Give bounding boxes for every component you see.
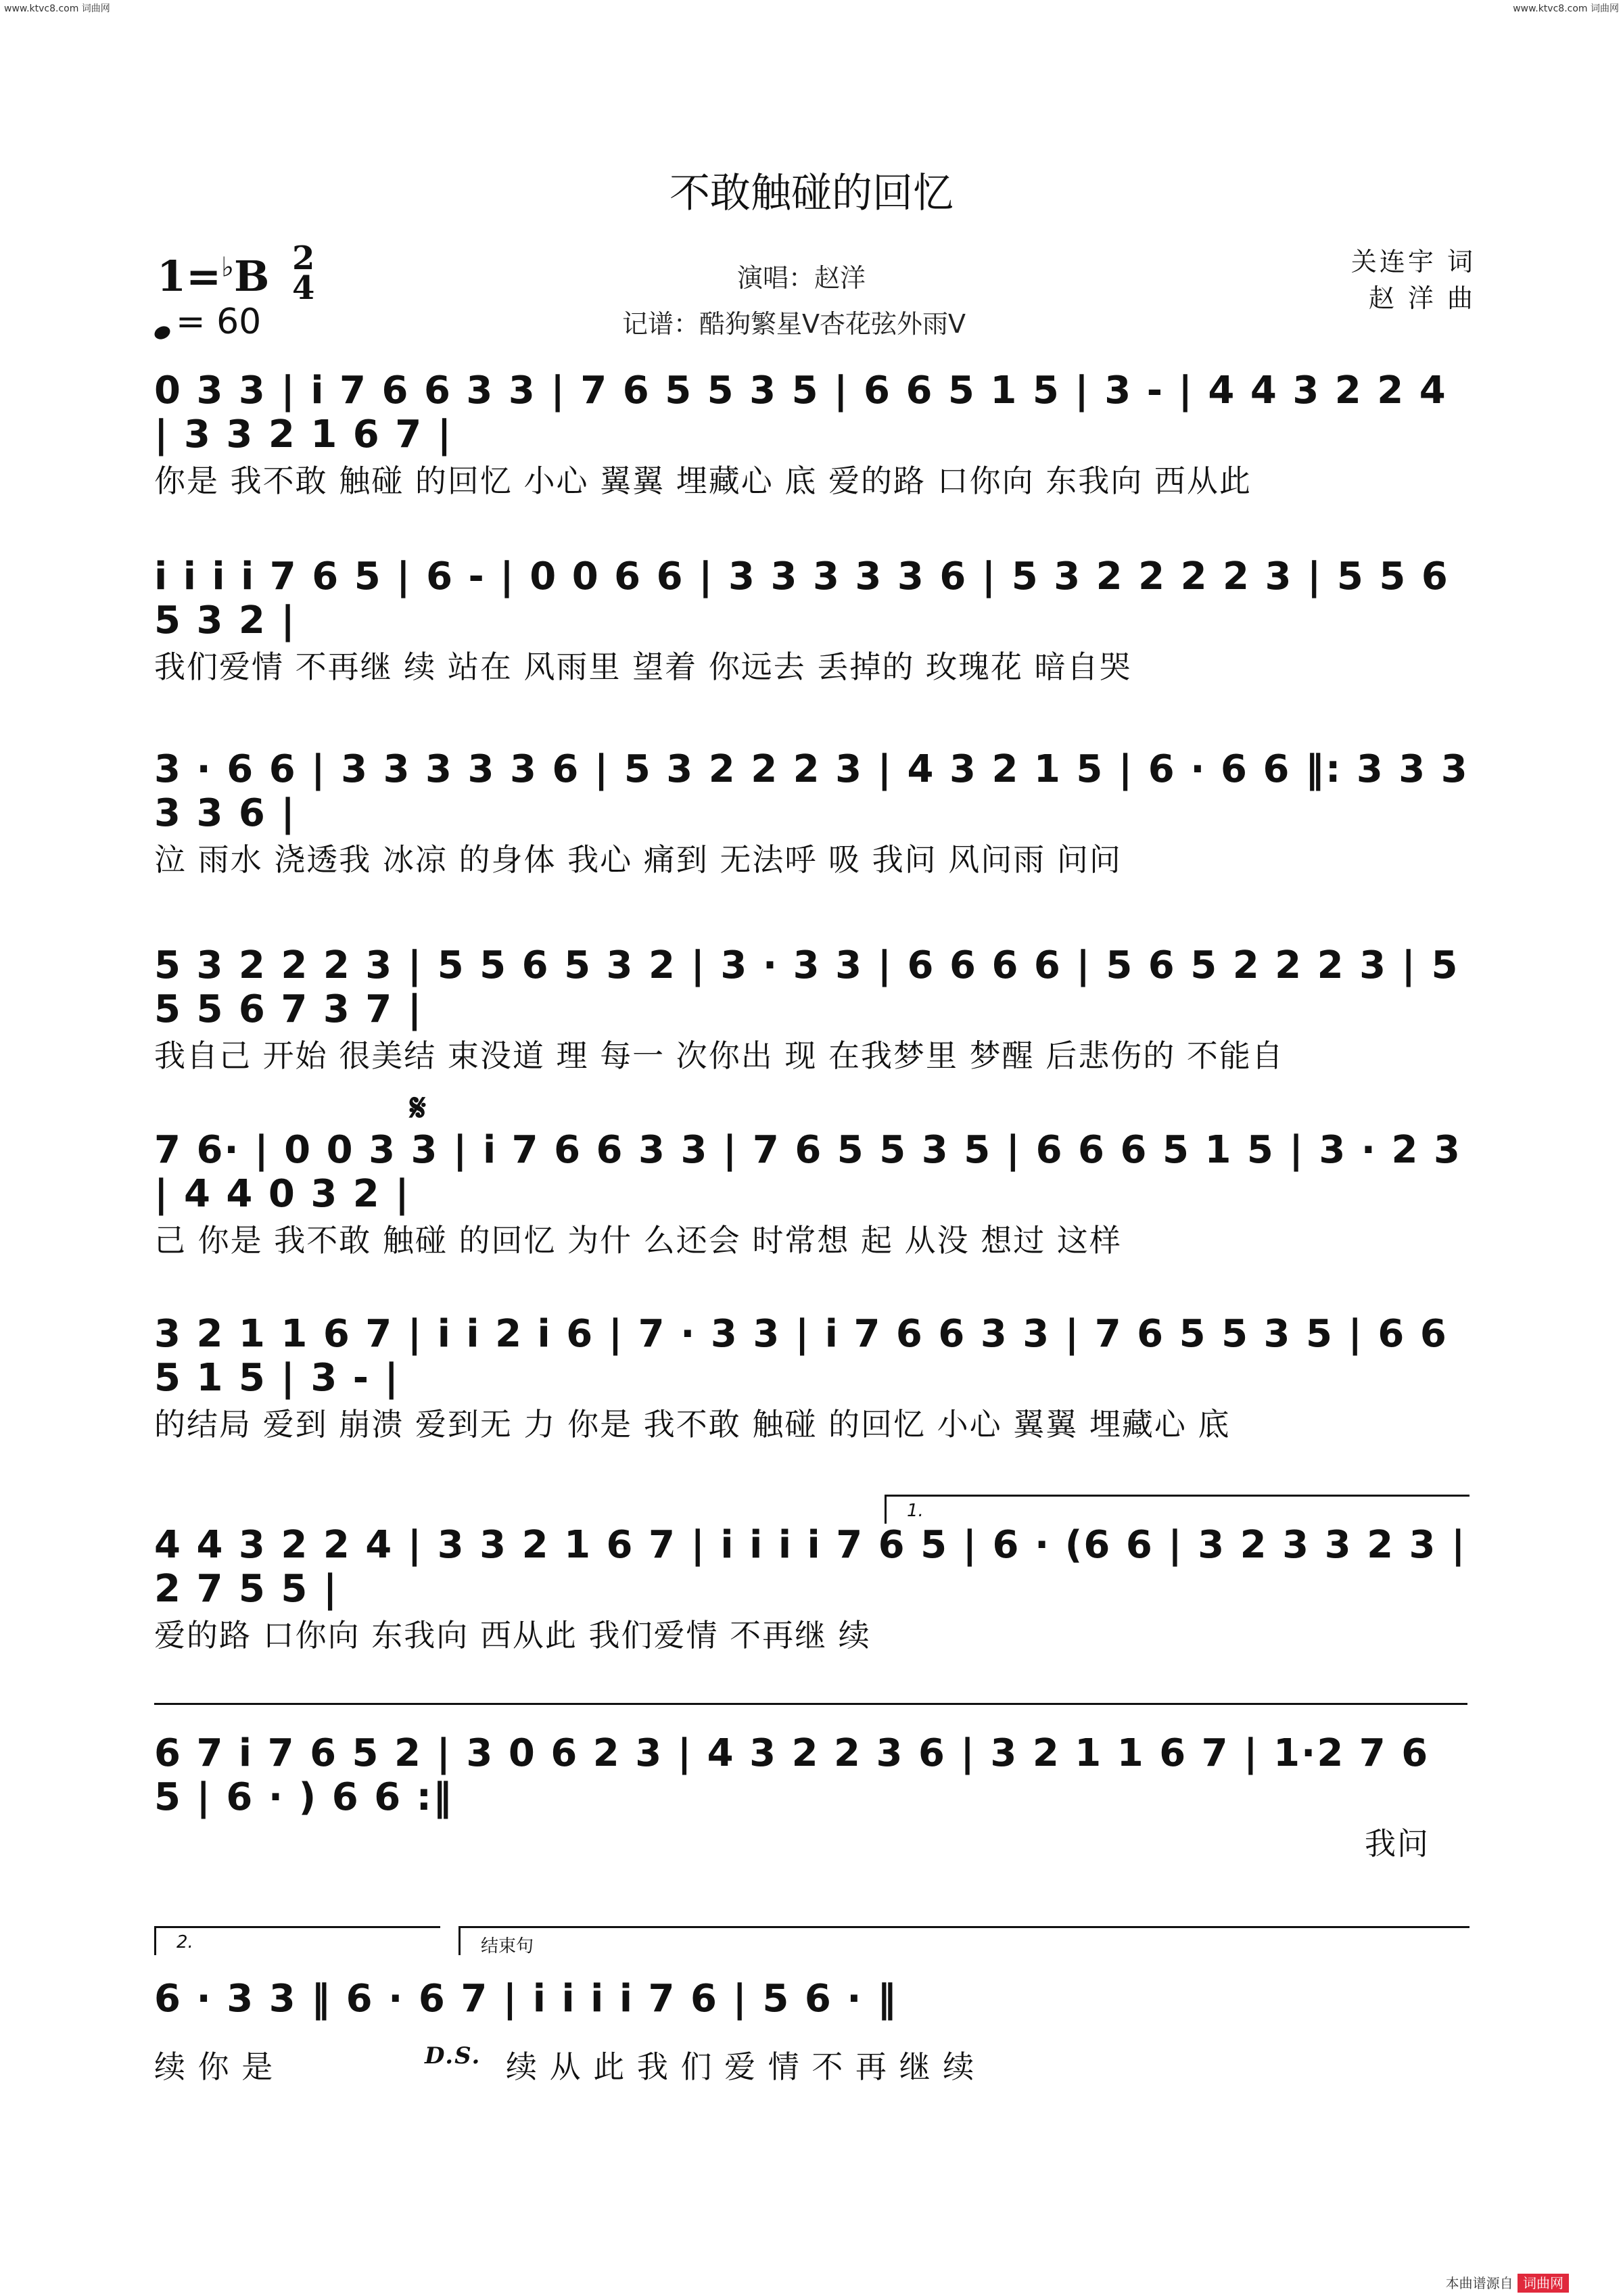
notation-line: i i i i 7 6 5 | 6 - | 0 0 6 6 | 3 3 3 3 3 6 | 5 3 2 2 2 2 3 | 5 5 6 5 3 2 | [154,555,1449,642]
notation-line: 6 · 3 3 ‖ 6 · 6 7 | i i i i 7 6 | 5 6 · ‖ [154,1976,898,2021]
segno-icon: 𝄋 [410,1086,427,1130]
first-ending-bracket-continued [154,1703,1467,1732]
ending-label: 1. [907,1501,924,1521]
second-ending-bracket [154,1926,440,1955]
flat-accidental: ♭ [221,252,234,283]
site-logo: 词曲网 [1518,2274,1569,2293]
key-note: B [233,252,270,301]
key-signature [157,252,269,301]
notation-line: 7 6· | 0 0 3 3 | i 7 6 6 3 3 | 7 6 5 5 3 5 | 6 6 6 5 1 5 | 3 · 2 3 | 4 4 0 3 2 | [154,1128,1461,1216]
lyrics-line: 己 你是 我不敢 触碰 的回忆 为什 么还会 时常想 起 从没 想过 这样 [154,1222,1122,1259]
time-top: 2 [292,239,315,277]
coda-label: 结束句 [481,1936,534,1957]
watermark-left: www.ktvc8.com 词曲网 [4,3,110,14]
time-signature [292,239,315,307]
lyrics-line-ending: 续 从 此 我 们 爱 情 不 再 继 续 [506,2048,976,2085]
watermark-right: www.ktvc8.com 词曲网 [1513,3,1619,14]
lyrics-line: 你是 我不敢 触碰 的回忆 小心 翼翼 埋藏心 底 爱的路 口你向 东我向 西从此 [154,463,1252,499]
dal-segno-marking: D.S. [425,2042,481,2069]
lyrics-line: 的结局 爱到 崩溃 爱到无 力 你是 我不敢 触碰 的回忆 小心 翼翼 埋藏心 底 [154,1406,1231,1443]
notation-line: 3 2 1 1 6 7 | i i 2 i 6 | 7 · 3 3 | i 7 6 6 3 3 | 7 6 5 5 3 5 | 6 6 5 1 5 | 3 - | [154,1312,1448,1400]
notation-line: 0 3 3 | i 7 6 6 3 3 | 7 6 5 5 3 5 | 6 6 5 1 5 | 3 - | 4 4 3 2 2 4 | 3 3 2 1 6 7 | [154,369,1447,456]
lyrics-line: 爱的路 口你向 东我向 西从此 我们爱情 不再继 续 [154,1617,871,1654]
notation-line: 6 7 i 7 6 5 2 | 3 0 6 2 3 | 4 3 2 2 3 6 | 3 2 1 1 6 7 | 1·2 7 6 5 | 6 · ) 6 6 :‖ [154,1731,1430,1819]
tempo-marking [154,302,261,342]
lyrics-line: 我自己 开始 很美结 束没道 理 每一 次你出 现 在我梦里 梦醒 后悲伤的 不能自 [154,1037,1284,1074]
lyrics-line: 我们爱情 不再继 续 站在 风雨里 望着 你远去 丢掉的 玫瑰花 暗自哭 [154,649,1132,685]
lyrics-line: 我问 [1365,1825,1430,1862]
source-text: 本曲谱源自 [1445,2275,1513,2291]
notation-line: 4 4 3 2 2 4 | 3 3 2 1 6 7 | i i i i 7 6 5 | 6 · (6 6 | 3 2 3 3 2 3 | 2 7 5 5 | [154,1523,1467,1611]
first-ending-bracket [885,1495,1469,1524]
singer-credit: 演唱：赵洋 [737,263,866,293]
quarter-note-icon [152,324,172,342]
notation-line: 3 · 6 6 | 3 3 3 3 3 6 | 5 3 2 2 2 3 | 4 3 2 1 5 | 6 · 6 6 ‖: 3 3 3 3 3 6 | [154,747,1469,835]
composer-credit: 赵 洋 曲 [1368,283,1476,313]
lyrics-line: 续 你 是 [154,2048,275,2085]
song-title: 不敢触碰的回忆 [669,170,954,217]
lyrics-line: 泣 雨水 浇透我 冰凉 的身体 我心 痛到 无法呼 吸 我问 风问雨 问问 [154,841,1122,878]
notation-line: 5 3 2 2 2 3 | 5 5 6 5 3 2 | 3 · 3 3 | 6 6 6 6 | 5 6 5 2 2 2 3 | 5 5 5 6 7 3 7 | [154,943,1459,1031]
time-bottom: 4 [292,269,315,307]
coda-bracket [458,1926,1469,1955]
source-note [1446,2272,1569,2292]
tempo-value: = 60 [176,302,262,342]
transcriber-credit: 记谱：酷狗繁星V杏花弦外雨V [622,309,966,339]
ending-label: 2. [177,1932,193,1952]
key-prefix: 1= [157,252,222,301]
lyricist-credit: 关连宇 词 [1350,247,1476,277]
